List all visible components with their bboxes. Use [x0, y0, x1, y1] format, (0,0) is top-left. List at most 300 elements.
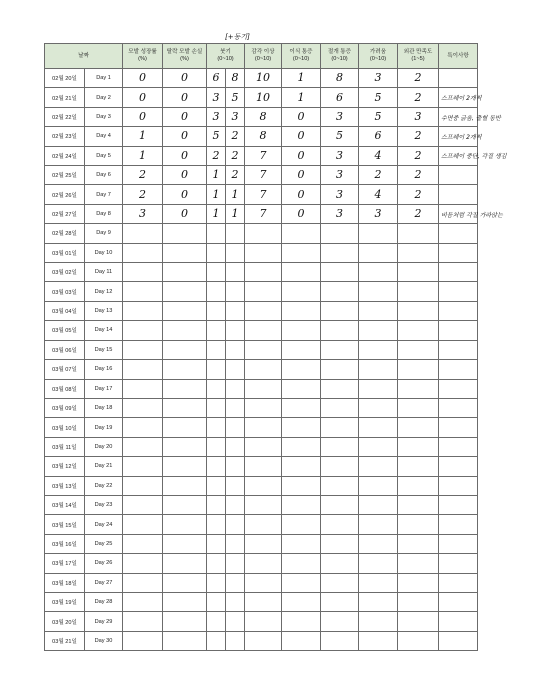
satisfaction-cell	[398, 340, 439, 359]
loss-cell	[163, 495, 207, 514]
graft-pain-cell	[282, 515, 321, 534]
swelling-b-cell: 2	[226, 166, 245, 185]
satisfaction-cell: 2	[398, 166, 439, 185]
tracking-sheet	[44, 43, 507, 651]
swelling-a-cell	[207, 515, 226, 534]
sensory-cell: 7	[245, 166, 282, 185]
sensory-cell	[245, 437, 282, 456]
loss-cell	[163, 515, 207, 534]
table-row	[45, 321, 478, 340]
header-row	[45, 44, 478, 69]
swelling-a-cell	[207, 224, 226, 243]
day-cell: Day 20	[85, 437, 123, 456]
sensory-cell	[245, 360, 282, 379]
sensory-cell	[245, 592, 282, 611]
table-row	[45, 243, 478, 262]
growth-cell: 1	[123, 146, 163, 165]
table-row	[45, 554, 478, 573]
swelling-b-cell: 5	[226, 88, 245, 107]
satisfaction-cell	[398, 418, 439, 437]
incision-pain-cell	[321, 457, 359, 476]
note-cell	[439, 243, 478, 262]
swelling-a-cell	[207, 457, 226, 476]
graft-pain-cell	[282, 263, 321, 282]
table-row	[45, 107, 478, 126]
incision-pain-cell	[321, 573, 359, 592]
swelling-b-cell	[226, 612, 245, 631]
note-cell	[439, 224, 478, 243]
itch-cell	[359, 495, 398, 514]
satisfaction-cell	[398, 534, 439, 553]
itch-cell	[359, 282, 398, 301]
itch-cell: 2	[359, 166, 398, 185]
loss-cell: 0	[163, 146, 207, 165]
date-cell: 03월 20일	[45, 612, 85, 631]
growth-cell	[123, 592, 163, 611]
loss-cell: 0	[163, 127, 207, 146]
graft-pain-cell	[282, 398, 321, 417]
swelling-b-cell	[226, 282, 245, 301]
swelling-b-cell	[226, 476, 245, 495]
table-row	[45, 340, 478, 359]
note-cell	[439, 301, 478, 320]
loss-cell	[163, 573, 207, 592]
loss-cell	[163, 534, 207, 553]
satisfaction-cell	[398, 282, 439, 301]
swelling-a-cell: 5	[207, 127, 226, 146]
header-swelling: 붓기 (0~10)	[207, 44, 245, 69]
swelling-b-cell	[226, 515, 245, 534]
swelling-b-cell	[226, 554, 245, 573]
date-cell: 03월 09일	[45, 398, 85, 417]
graft-pain-cell	[282, 534, 321, 553]
sensory-cell: 7	[245, 204, 282, 223]
graft-pain-cell	[282, 321, 321, 340]
incision-pain-cell	[321, 515, 359, 534]
day-cell: Day 18	[85, 398, 123, 417]
swelling-b-cell	[226, 243, 245, 262]
growth-cell: 0	[123, 69, 163, 88]
growth-cell	[123, 612, 163, 631]
note-cell	[439, 592, 478, 611]
growth-cell	[123, 457, 163, 476]
loss-cell	[163, 612, 207, 631]
note-cell	[439, 437, 478, 456]
sensory-cell	[245, 301, 282, 320]
graft-pain-cell	[282, 476, 321, 495]
swelling-b-cell: 1	[226, 204, 245, 223]
incision-pain-cell: 3	[321, 204, 359, 223]
swelling-b-cell	[226, 398, 245, 417]
date-cell: 03월 05일	[45, 321, 85, 340]
swelling-b-cell	[226, 592, 245, 611]
table-row	[45, 127, 478, 146]
note-cell	[439, 69, 478, 88]
graft-pain-cell	[282, 437, 321, 456]
note-cell: 수면중 긁음, 출혈 동반	[439, 107, 478, 126]
incision-pain-cell	[321, 495, 359, 514]
growth-cell	[123, 243, 163, 262]
loss-cell: 0	[163, 88, 207, 107]
sensory-cell	[245, 321, 282, 340]
swelling-b-cell	[226, 321, 245, 340]
swelling-a-cell	[207, 495, 226, 514]
loss-cell	[163, 243, 207, 262]
table-row	[45, 476, 478, 495]
satisfaction-cell	[398, 476, 439, 495]
table-row	[45, 360, 478, 379]
day-cell: Day 13	[85, 301, 123, 320]
swelling-annotation: [+동기]	[225, 33, 250, 41]
note-cell	[439, 185, 478, 204]
incision-pain-cell	[321, 437, 359, 456]
swelling-a-cell	[207, 534, 226, 553]
incision-pain-cell: 3	[321, 146, 359, 165]
date-cell: 02월 25일	[45, 166, 85, 185]
growth-cell: 0	[123, 88, 163, 107]
satisfaction-cell	[398, 457, 439, 476]
day-cell: Day 2	[85, 88, 123, 107]
satisfaction-cell	[398, 263, 439, 282]
satisfaction-cell	[398, 612, 439, 631]
note-cell	[439, 282, 478, 301]
satisfaction-cell	[398, 301, 439, 320]
date-cell: 03월 07일	[45, 360, 85, 379]
graft-pain-cell	[282, 554, 321, 573]
loss-cell	[163, 476, 207, 495]
swelling-b-cell	[226, 224, 245, 243]
note-cell	[439, 263, 478, 282]
date-cell: 03월 13일	[45, 476, 85, 495]
swelling-b-cell	[226, 418, 245, 437]
graft-pain-cell	[282, 224, 321, 243]
table-row	[45, 592, 478, 611]
swelling-a-cell	[207, 379, 226, 398]
satisfaction-cell	[398, 515, 439, 534]
swelling-a-cell	[207, 301, 226, 320]
loss-cell	[163, 379, 207, 398]
note-cell	[439, 612, 478, 631]
sensory-cell	[245, 457, 282, 476]
incision-pain-cell	[321, 476, 359, 495]
growth-cell	[123, 573, 163, 592]
day-cell: Day 22	[85, 476, 123, 495]
loss-cell	[163, 437, 207, 456]
itch-cell	[359, 418, 398, 437]
sensory-cell: 7	[245, 185, 282, 204]
swelling-a-cell	[207, 554, 226, 573]
satisfaction-cell	[398, 573, 439, 592]
note-cell	[439, 573, 478, 592]
loss-cell	[163, 263, 207, 282]
swelling-a-cell	[207, 263, 226, 282]
swelling-b-cell	[226, 340, 245, 359]
graft-pain-cell	[282, 573, 321, 592]
date-cell: 02월 24일	[45, 146, 85, 165]
note-cell	[439, 418, 478, 437]
incision-pain-cell	[321, 263, 359, 282]
day-cell: Day 23	[85, 495, 123, 514]
swelling-a-cell: 3	[207, 88, 226, 107]
itch-cell	[359, 592, 398, 611]
sensory-cell	[245, 379, 282, 398]
itch-cell	[359, 437, 398, 456]
day-cell: Day 9	[85, 224, 123, 243]
satisfaction-cell: 2	[398, 146, 439, 165]
swelling-a-cell	[207, 282, 226, 301]
day-cell: Day 15	[85, 340, 123, 359]
header-incision-pain: 절개 통증 (0~10)	[321, 44, 359, 69]
swelling-b-cell	[226, 379, 245, 398]
satisfaction-cell: 3	[398, 107, 439, 126]
sensory-cell	[245, 398, 282, 417]
date-cell: 03월 03일	[45, 282, 85, 301]
graft-pain-cell: 0	[282, 204, 321, 223]
growth-cell	[123, 554, 163, 573]
note-cell	[439, 360, 478, 379]
incision-pain-cell	[321, 243, 359, 262]
itch-cell	[359, 379, 398, 398]
graft-pain-cell	[282, 592, 321, 611]
itch-cell: 6	[359, 127, 398, 146]
day-cell: Day 1	[85, 69, 123, 88]
sensory-cell: 10	[245, 88, 282, 107]
satisfaction-cell	[398, 243, 439, 262]
day-cell: Day 10	[85, 243, 123, 262]
sensory-cell	[245, 263, 282, 282]
graft-pain-cell: 1	[282, 69, 321, 88]
swelling-b-cell: 3	[226, 107, 245, 126]
graft-pain-cell	[282, 360, 321, 379]
satisfaction-cell	[398, 224, 439, 243]
note-cell	[439, 631, 478, 650]
incision-pain-cell	[321, 418, 359, 437]
day-cell: Day 7	[85, 185, 123, 204]
day-cell: Day 25	[85, 534, 123, 553]
incision-pain-cell	[321, 631, 359, 650]
table-row	[45, 534, 478, 553]
graft-pain-cell: 0	[282, 146, 321, 165]
swelling-b-cell	[226, 360, 245, 379]
swelling-a-cell	[207, 321, 226, 340]
swelling-b-cell	[226, 263, 245, 282]
swelling-a-cell: 1	[207, 166, 226, 185]
sensory-cell	[245, 243, 282, 262]
swelling-a-cell: 6	[207, 69, 226, 88]
loss-cell	[163, 340, 207, 359]
sensory-cell	[245, 340, 282, 359]
swelling-b-cell: 1	[226, 185, 245, 204]
swelling-b-cell: 2	[226, 127, 245, 146]
date-cell: 02월 26일	[45, 185, 85, 204]
table-row	[45, 573, 478, 592]
growth-cell	[123, 340, 163, 359]
loss-cell	[163, 360, 207, 379]
graft-pain-cell	[282, 495, 321, 514]
incision-pain-cell	[321, 321, 359, 340]
swelling-a-cell	[207, 437, 226, 456]
date-cell: 03월 21일	[45, 631, 85, 650]
growth-cell	[123, 631, 163, 650]
date-cell: 03월 17일	[45, 554, 85, 573]
note-cell	[439, 495, 478, 514]
itch-cell	[359, 476, 398, 495]
swelling-a-cell	[207, 398, 226, 417]
incision-pain-cell	[321, 398, 359, 417]
table-row	[45, 398, 478, 417]
day-cell: Day 27	[85, 573, 123, 592]
sensory-cell	[245, 224, 282, 243]
growth-cell	[123, 321, 163, 340]
growth-cell	[123, 437, 163, 456]
graft-pain-cell: 0	[282, 127, 321, 146]
table-row	[45, 437, 478, 456]
day-cell: Day 6	[85, 166, 123, 185]
satisfaction-cell	[398, 398, 439, 417]
graft-pain-cell	[282, 243, 321, 262]
swelling-a-cell: 2	[207, 146, 226, 165]
itch-cell: 4	[359, 146, 398, 165]
satisfaction-cell	[398, 495, 439, 514]
incision-pain-cell	[321, 282, 359, 301]
day-cell: Day 8	[85, 204, 123, 223]
incision-pain-cell	[321, 534, 359, 553]
table-row	[45, 263, 478, 282]
incision-pain-cell	[321, 379, 359, 398]
itch-cell	[359, 631, 398, 650]
growth-cell	[123, 476, 163, 495]
note-cell: 스프레이 2개씩	[439, 127, 478, 146]
graft-pain-cell	[282, 418, 321, 437]
incision-pain-cell	[321, 592, 359, 611]
growth-cell	[123, 515, 163, 534]
day-cell: Day 30	[85, 631, 123, 650]
growth-cell: 3	[123, 204, 163, 223]
note-cell	[439, 457, 478, 476]
sensory-cell	[245, 573, 282, 592]
itch-cell: 5	[359, 88, 398, 107]
day-cell: Day 19	[85, 418, 123, 437]
itch-cell	[359, 573, 398, 592]
table-row	[45, 457, 478, 476]
growth-cell	[123, 263, 163, 282]
table-row	[45, 166, 478, 185]
growth-cell: 2	[123, 166, 163, 185]
header-satisfaction: 외관 만족도 (1~5)	[398, 44, 439, 69]
graft-pain-cell	[282, 457, 321, 476]
note-cell	[439, 398, 478, 417]
growth-cell	[123, 495, 163, 514]
table-row	[45, 185, 478, 204]
note-cell	[439, 166, 478, 185]
day-cell: Day 24	[85, 515, 123, 534]
date-cell: 02월 23일	[45, 127, 85, 146]
loss-cell	[163, 321, 207, 340]
sensory-cell	[245, 631, 282, 650]
growth-cell	[123, 418, 163, 437]
swelling-a-cell	[207, 573, 226, 592]
note-cell	[439, 515, 478, 534]
swelling-b-cell	[226, 457, 245, 476]
loss-cell: 0	[163, 185, 207, 204]
swelling-a-cell	[207, 612, 226, 631]
satisfaction-cell: 2	[398, 69, 439, 88]
loss-cell: 0	[163, 204, 207, 223]
day-cell: Day 11	[85, 263, 123, 282]
loss-cell	[163, 457, 207, 476]
sensory-cell: 10	[245, 69, 282, 88]
day-cell: Day 12	[85, 282, 123, 301]
itch-cell: 3	[359, 69, 398, 88]
satisfaction-cell	[398, 437, 439, 456]
growth-cell	[123, 534, 163, 553]
itch-cell	[359, 340, 398, 359]
log-body	[45, 69, 507, 651]
date-cell: 03월 16일	[45, 534, 85, 553]
swelling-a-cell: 1	[207, 185, 226, 204]
graft-pain-cell	[282, 631, 321, 650]
satisfaction-cell	[398, 360, 439, 379]
growth-cell	[123, 282, 163, 301]
header-date: 날짜	[45, 44, 123, 69]
loss-cell	[163, 592, 207, 611]
day-cell: Day 14	[85, 321, 123, 340]
sensory-cell	[245, 476, 282, 495]
incision-pain-cell: 6	[321, 88, 359, 107]
swelling-b-cell: 2	[226, 146, 245, 165]
day-cell: Day 5	[85, 146, 123, 165]
growth-cell: 0	[123, 107, 163, 126]
loss-cell	[163, 301, 207, 320]
satisfaction-cell	[398, 592, 439, 611]
sensory-cell	[245, 612, 282, 631]
swelling-b-cell: 8	[226, 69, 245, 88]
table-row	[45, 495, 478, 514]
note-cell: 비듬처럼 각질 가라앉는	[439, 204, 478, 223]
table-row	[45, 612, 478, 631]
swelling-a-cell	[207, 631, 226, 650]
note-cell	[439, 379, 478, 398]
incision-pain-cell	[321, 340, 359, 359]
swelling-a-cell	[207, 360, 226, 379]
table-row	[45, 418, 478, 437]
itch-cell: 5	[359, 107, 398, 126]
satisfaction-cell: 2	[398, 204, 439, 223]
itch-cell	[359, 263, 398, 282]
growth-cell	[123, 360, 163, 379]
note-cell	[439, 534, 478, 553]
swelling-b-cell	[226, 301, 245, 320]
sensory-cell	[245, 554, 282, 573]
incision-pain-cell	[321, 301, 359, 320]
note-cell: 스프레이 중단, 각질 생김	[439, 146, 478, 165]
note-cell	[439, 554, 478, 573]
incision-pain-cell	[321, 554, 359, 573]
graft-pain-cell: 1	[282, 88, 321, 107]
date-cell: 02월 20일	[45, 69, 85, 88]
sensory-cell: 7	[245, 146, 282, 165]
satisfaction-cell	[398, 379, 439, 398]
satisfaction-cell: 2	[398, 185, 439, 204]
graft-pain-cell: 0	[282, 185, 321, 204]
sensory-cell: 8	[245, 127, 282, 146]
incision-pain-cell: 8	[321, 69, 359, 88]
note-cell	[439, 321, 478, 340]
loss-cell	[163, 282, 207, 301]
growth-cell: 1	[123, 127, 163, 146]
itch-cell	[359, 398, 398, 417]
date-cell: 02월 28일	[45, 224, 85, 243]
